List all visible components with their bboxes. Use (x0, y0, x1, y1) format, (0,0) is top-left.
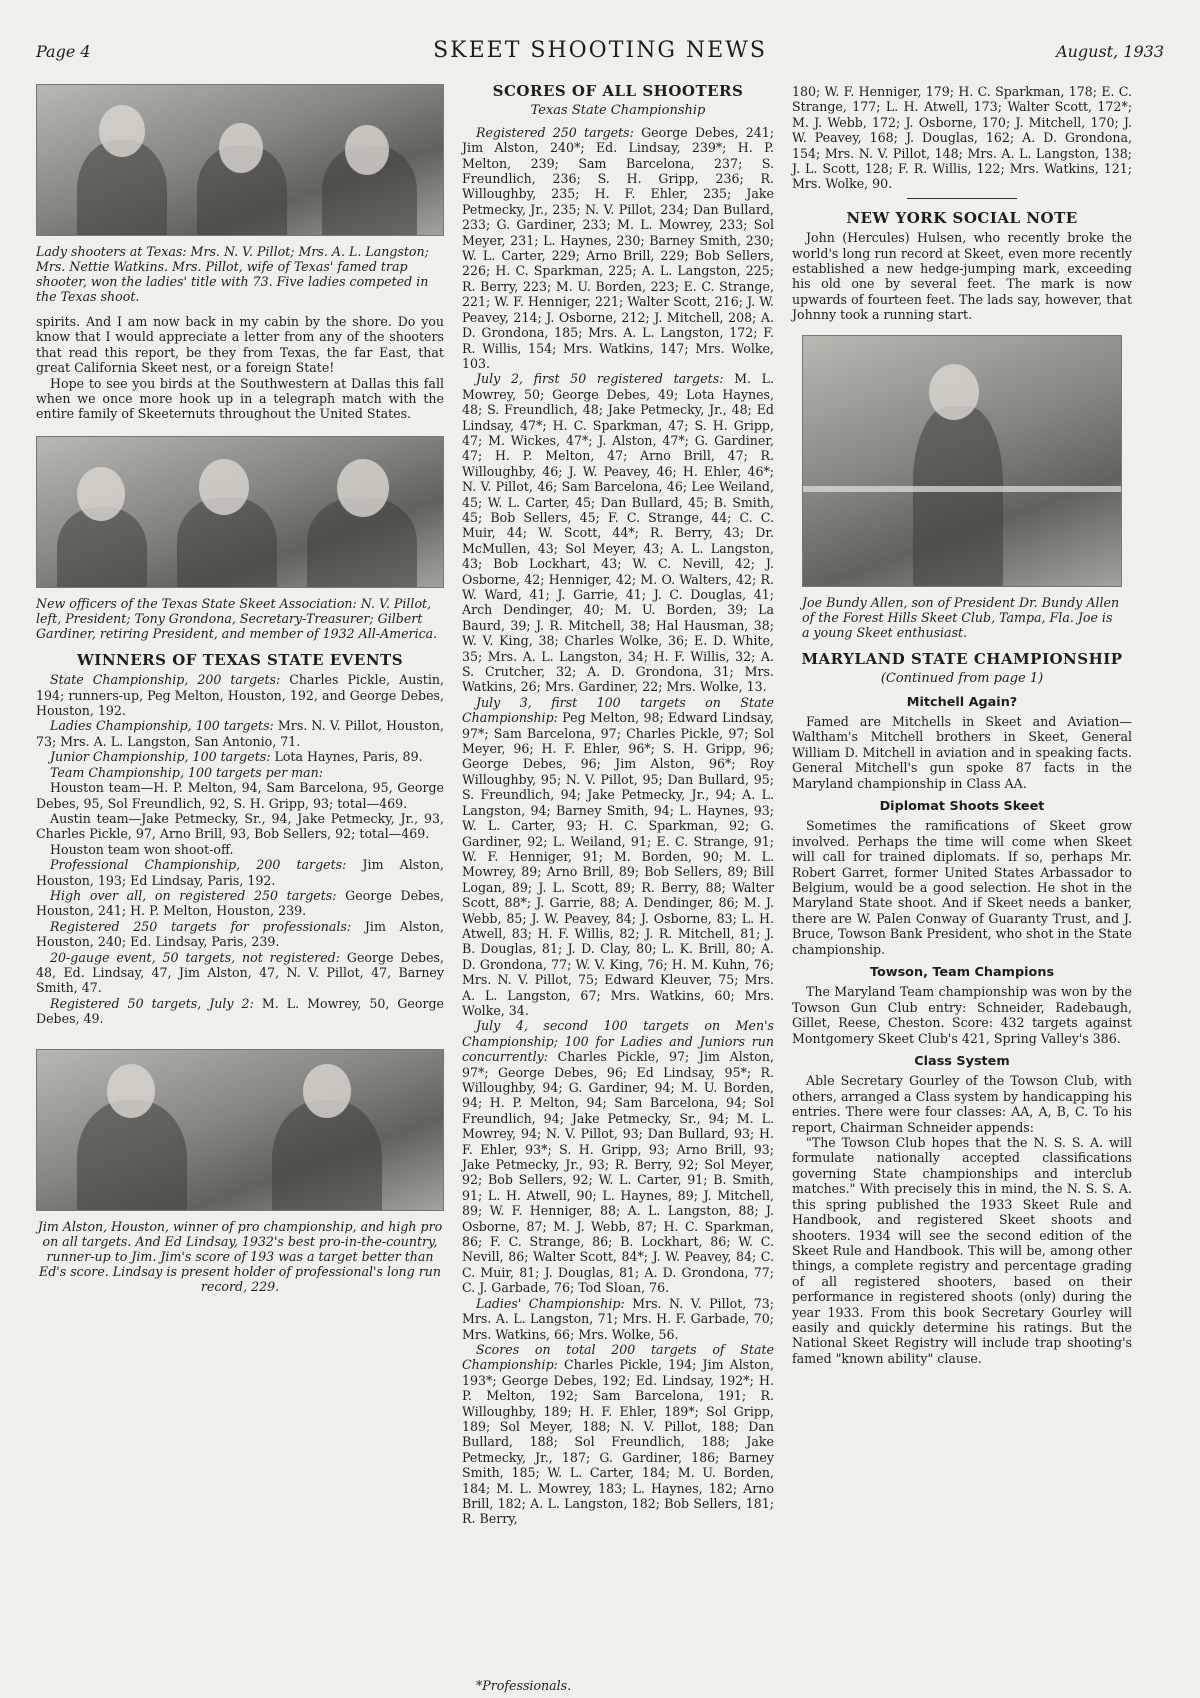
team-austin: Austin team—Jake Petmecky, Sr., 94, Jake Petmecky, Jr., 93, Charles Pickle, 97, Arno Brill, 93, Bob Sellers, 92; total—469. (36, 810, 444, 842)
winner-state: State Championship, 200 targets: Charles Pickle, Austin, 194; runners-up, Peg Melton, Houston, 192, and George Debes, Houston, 192. (36, 672, 444, 719)
subhead-class-system: Class System (914, 1054, 1010, 1070)
photo-lady-shooters (36, 84, 444, 236)
divider (907, 198, 1017, 199)
heading-maryland: MARYLAND STATE CHAMPIONSHIP (801, 649, 1123, 668)
caption-new-officers: New officers of the Texas State Skeet Association: N. V. Pillot, left, President; Tony Grondona, Secretary-Treasurer; Gilbert Gardiner, retiring President, and member of 1932 All-America. (36, 595, 438, 641)
paragraph: Hope to see you birds at the Southwestern at Dallas this fall when we once more hook up in a telegraph match with the entire family of Skeeternuts throughout the United States. (36, 375, 444, 422)
winner-ladies: Ladies Championship, 100 targets: Mrs. N. V. Pillot, Houston, 73; Mrs. A. L. Langston, San Antonio, 71. (36, 718, 444, 749)
subhead-mitchell: Mitchell Again? (906, 694, 1018, 710)
column-left (36, 84, 444, 1304)
scores-ladies: Ladies' Championship: Mrs. N. V. Pillot, 73; Mrs. A. L. Langston, 71; Mrs. H. F. Garbade, 70; Mrs. Watkins, 66; Mrs. Wolke, 56. (462, 1295, 775, 1342)
paragraph-class-2: "The Towson Club hopes that the N. S. S. A. will formulate nationally accepted classifications governing State championships and interclub matches." With precisely this in mind, the N. S. S. A. this spring published the 1933 Skeet Rule and Handbook, and registered Skeet shoots and shooters. 1934 will see the second edition of the Skeet Rule and Handbook. This will be, among other things, a complete registry and percentage grading of all registered shooters, based on their performance in registered shoots (only) during the year 1933. From this book Secretary Gourley will easily and quickly determine his ratings. But the National Skeet Registry will include trap shooting's famed "known ability" clause. (792, 1135, 1132, 1366)
footnote-professionals: *Professionals. (476, 1678, 572, 1693)
team-shootoff: Houston team won shoot-off. (50, 841, 234, 857)
scores-july-3: July 3, first 100 targets on State Championship: Peg Melton, 98; Edward Lindsay, 97*; Sam Barcelona, 97; Charles Pickle, 97; Sol Meyer, 96; H. F. Ehler, 96*; S. H. Gripp, 96; George Debes, 96; Jim Alston, 96*; Roy Willoughby, 95; N. V. Pillot, 95; Dan Bullard, 95; S. Freundlich, 94; Jake Petmecky, Jr., 94; A. L. Langston, 94; Barney Smith, 94; L. Haynes, 93; W. L. Carter, 93; H. C. Sparkman, 92; G. Gardiner, 92; L. Weiland, 91; E. C. Strange, 91; W. F. Henniger, 91; M. Borden, 90; M. L. Mowrey, 89; Arno Brill, 89; Bob Sellers, 89; Bill Logan, 89; J. L. Scott, 89; R. Berry, 88; Walter Scott, 88*; J. Garrie, 88; A. Dendinger, 86; M. J. Webb, 85; J. W. Peavey, 84; J. Osborne, 83; L. H. Atwell, 83; H. F. Willis, 82; J. R. Mitchell, 81; J. B. Douglas, 81; J. D. Clay, 80; L. K. Brill, 80; A. D. Grondona, 77; W. V. King, 76; H. M. Kuhn, 76; Mrs. N. V. Pillot, 75; Edward Kleuver, 75; Mrs. A. L. Langston, 67; Mrs. Watkins, 60; Mrs. Wolke, 34. (462, 694, 774, 1018)
issue-date: August, 1933 (1056, 42, 1164, 61)
winner-team: Team Championship, 100 targets per man: (50, 764, 323, 780)
team-houston: Houston team—H. P. Melton, 94, Sam Barcelona, 95, George Debes, 95, Sol Freundlich, 92, S. H. Gripp, 93; total—469. (36, 780, 444, 811)
scores-total-200-continued: 180; W. F. Henniger, 179; H. C. Sparkman, 178; E. C. Strange, 177; L. H. Atwell, 173; Walter Scott, 172*; M. J. Webb, 172; J. Osborne, 170; J. Mitchell, 170; J. W. Peavey, 168; J. Douglas, 162; A. D. Grondona, 154; Mrs. N. V. Pillot, 148; Mrs. A. L. Langston, 138; J. L. Scott, 128; F. R. Willis, 122; Mrs. Watkins, 121; Mrs. Wolke, 90. (792, 84, 1132, 192)
paragraph-class-1: Able Secretary Gourley of the Towson Club, with others, arranged a Class system by handicapping his entries. There were four classes: AA, A, B, C. To his report, Chairman Schneider appends: (792, 1073, 1132, 1135)
winner-20-gauge: 20-gauge event, 50 targets, not registered: George Debes, 48, Ed. Lindsay, 47, Jim Alston, 47, N. V. Pillot, 47, Barney Smith, 47. (36, 949, 444, 996)
heading-new-york: NEW YORK SOCIAL NOTE (846, 208, 1078, 227)
subheading-continued: (Continued from page 1) (880, 671, 1044, 687)
heading-scores: SCORES OF ALL SHOOTERS (492, 82, 744, 100)
photo-joe-bundy-allen (802, 335, 1122, 587)
page-header (36, 38, 1164, 68)
winner-junior: Junior Championship, 100 targets: Lota Haynes, Paris, 89. (50, 749, 423, 765)
column-middle (462, 84, 774, 1527)
paragraph-towson: The Maryland Team championship was won by the Towson Gun Club entry: Schneider, Radebaugh, Gillet, Reese, Cheston. Score: 432 targets against Montgomery Skeet Club's 421, Spring Valley's 386. (792, 984, 1132, 1046)
paragraph-new-york: John (Hercules) Hulsen, who recently broke the world's long run record at Skeet, even more recently established a new hedge-jumping mark, exceeding his old one by several feet. The mark is now upwards of fourteen feet. The lads say, however, that Johnny took a running start. (792, 230, 1132, 323)
subhead-towson: Towson, Team Champions (869, 965, 1055, 980)
paragraph-diplomat: Sometimes the ramifications of Skeet grow involved. Perhaps the time will come when Skeet will call for trained diplomats. If so, perhaps Mr. Robert Garret, former United States Arbassador to Belgium, would be a good selection. He shot in the Maryland State shoot. And if Skeet needs a banker, there are W. Palen Conway of Guaranty Trust, and J. Bruce, Towson Bank President, who shot in the State championship. (792, 818, 1132, 957)
winner-high-overall: High over all, on registered 250 targets: George Debes, Houston, 241; H. P. Melton, Houston, 239. (36, 887, 444, 919)
paragraph: spirits. And I am now back in my cabin by the shore. Do you know that I would appreciate a letter from any of the shooters that read this report, be they from Texas, the far East, that great California Skeet nest, or a foreign State! (36, 314, 444, 376)
subhead-diplomat: Diplomat Shoots Skeet (879, 798, 1045, 814)
scores-july-2: July 2, first 50 registered targets: M. L. Mowrey, 50; George Debes, 49; Lota Haynes, 48; S. Freundlich, 48; Jake Petmecky, Jr., 48; Ed Lindsay, 47*; H. C. Sparkman, 47; S. H. Gripp, 47; M. Wickes, 47*; J. Alston, 47*; G. Gardiner, 47; H. P. Melton, 47; Arno Brill, 47; R. Willoughby, 46; J. W. Peavey, 46; H. Ehler, 46*; N. V. Pillot, 46; Sam Barcelona, 46; Lee Weiland, 45; W. L. Carter, 45; Dan Bullard, 45; B. Smith, 45; Bob Sellers, 45; F. C. Strange, 44; C. C. Muir, 44; W. Scott, 44*; R. Berry, 43; Dr. McMullen, 43; Sol Meyer, 43; A. L. Langston, 43; Bob Lockhart, 43; W. C. Nevill, 42; J. Osborne, 42; Henniger, 42; M. O. Walters, 42; R. W. Ward, 41; J. Garrie, 41; J. C. Douglas, 41; Arch Dendinger, 40; M. U. Borden, 39; La Baurd, 39; J. R. Mitchell, 38; Hal Hausman, 38; W. V. King, 38; Charles Wolke, 36; E. D. White, 35; Mrs. A. L. Langston, 34; H. F. Willis, 32; A. S. Crutcher, 32; A. D. Grondona, 31; Mrs. Watkins, 26; Mrs. Gardiner, 22; Mrs. Wolke, 13. (462, 371, 775, 695)
caption-joe-bundy-allen: Joe Bundy Allen, son of President Dr. Bundy Allen of the Forest Hills Skeet Club, Tampa, Fla. Joe is a young Skeet enthusiast. (802, 594, 1120, 640)
column-right (792, 84, 1132, 1366)
photo-new-officers (36, 436, 444, 588)
scores-registered-250: Registered 250 targets: George Debes, 241; Jim Alston, 240*; Ed. Lindsay, 239*; H. P. Melton, 239; Sam Barcelona, 237; S. Freundlich, 236; S. H. Gripp, 236; R. Willoughby, 235; H. F. Ehler, 235; Jake Petmecky, Jr., 235; N. V. Pillot, 234; Dan Bullard, 233; G. Gardiner, 233; M. L. Mowrey, 233; Sol Meyer, 231; L. Haynes, 230; Barney Smith, 230; W. L. Carter, 229; Arno Brill, 229; Bob Sellers, 226; H. C. Sparkman, 225; A. L. Langston, 225; R. Berry, 223; M. U. Borden, 223; E. C. Strange, 221; W. F. Henniger, 221; Walter Scott, 216; J. W. Peavey, 214; J. Osborne, 212; J. Mitchell, 208; A. D. Grondona, 185; Mrs. A. L. Langston, 172; F. R. Willis, 154; Mrs. Watkins, 147; Mrs. Wolke, 103. (462, 124, 774, 371)
masthead: SKEET SHOOTING NEWS (433, 38, 767, 63)
winner-professional: Professional Championship, 200 targets: Jim Alston, Houston, 193; Ed Lindsay, Paris, 192. (36, 857, 445, 888)
subheading-state-championship: Texas State Championship (530, 103, 706, 119)
winner-july-2: Registered 50 targets, July 2: M. L. Mowrey, 50, George Debes, 49. (36, 995, 444, 1027)
heading-winners: WINNERS OF TEXAS STATE EVENTS (76, 650, 404, 669)
paragraph-mitchell: Famed are Mitchells in Skeet and Aviation—Waltham's Mitchell brothers in Skeet, General William D. Mitchell in aviation and in speaking facts. General Mitchell's gun spoke 87 facts in the Maryland championship in Class AA. (792, 713, 1132, 791)
photo-alston-lindsay (36, 1049, 444, 1211)
caption-lady-shooters: Lady shooters at Texas: Mrs. N. V. Pillot; Mrs. A. L. Langston; Mrs. Nettie Watkins. Mrs. Pillot, wife of Texas' famed trap shooter, won the ladies' title with 73. Five ladies competed in the Texas shoot. (36, 244, 429, 304)
winner-pro-250: Registered 250 targets for professionals: Jim Alston, Houston, 240; Ed. Lindsay, Paris, 239. (36, 918, 444, 950)
scores-july-4: July 4, second 100 targets on Men's Championship; 100 for Ladies and Juniors run concurrently: Charles Pickle, 97; Jim Alston, 97*; George Debes, 96; Ed Lindsay, 95*; R. Willoughby, 94; G. Gardiner, 94; M. U. Borden, 94; H. P. Melton, 94; Sam Barcelona, 94; Sol Freundlich, 94; Jake Petmecky, Sr., 94; M. L. Mowrey, 94; N. V. Pillot, 93; Dan Bullard, 93; H. F. Ehler, 93*; S. H. Gripp, 93; Arno Brill, 93; Jake Petmecky, Jr., 93; R. Berry, 92; Sol Meyer, 92; Bob Sellers, 92; W. L. Carter, 91; B. Smith, 91; L. H. Atwell, 90; L. Haynes, 89; J. Mitchell, 89; W. F. Henniger, 88; A. L. Langston, 88; J. Osborne, 87; M. J. Webb, 87; H. C. Sparkman, 86; F. C. Strange, 86; B. Lockhart, 86; W. C. Nevill, 86; Walter Scott, 84*; J. W. Peavey, 84; C. C. Muir, 81; J. Douglas, 81; A. D. Grondona, 77; C. J. Garbade, 76; Tod Sloan, 76. (462, 1018, 774, 1296)
scores-total-200: Scores on total 200 targets of State Championship: Charles Pickle, 194; Jim Alston, 193*; George Debes, 192; Ed. Lindsay, 192*; H. P. Melton, 192; Sam Barcelona, 191; R. Willoughby, 189; H. F. Ehler, 189*; Sol Gripp, 189; Sol Meyer, 188; N. V. Pillot, 188; Dan Bullard, 188; Sol Freundlich, 188; Jake Petmecky, Jr., 187; G. Gardiner, 186; Barney Smith, 185; W. L. Carter, 184; M. U. Borden, 184; M. L. Mowrey, 183; L. Haynes, 182; Arno Brill, 182; A. L. Langston, 182; Bob Sellers, 181; R. Berry, (462, 1341, 774, 1527)
caption-alston-lindsay: Jim Alston, Houston, winner of pro championship, and high pro on all targets. And Ed Lindsay, 1932's best pro-in-the-country, runner-up to Jim. Jim's score of 193 was a target better than Ed's score. Lindsay is present holder of professional's long run record, 229. (37, 1218, 443, 1294)
page-number: Page 4 (36, 42, 91, 61)
